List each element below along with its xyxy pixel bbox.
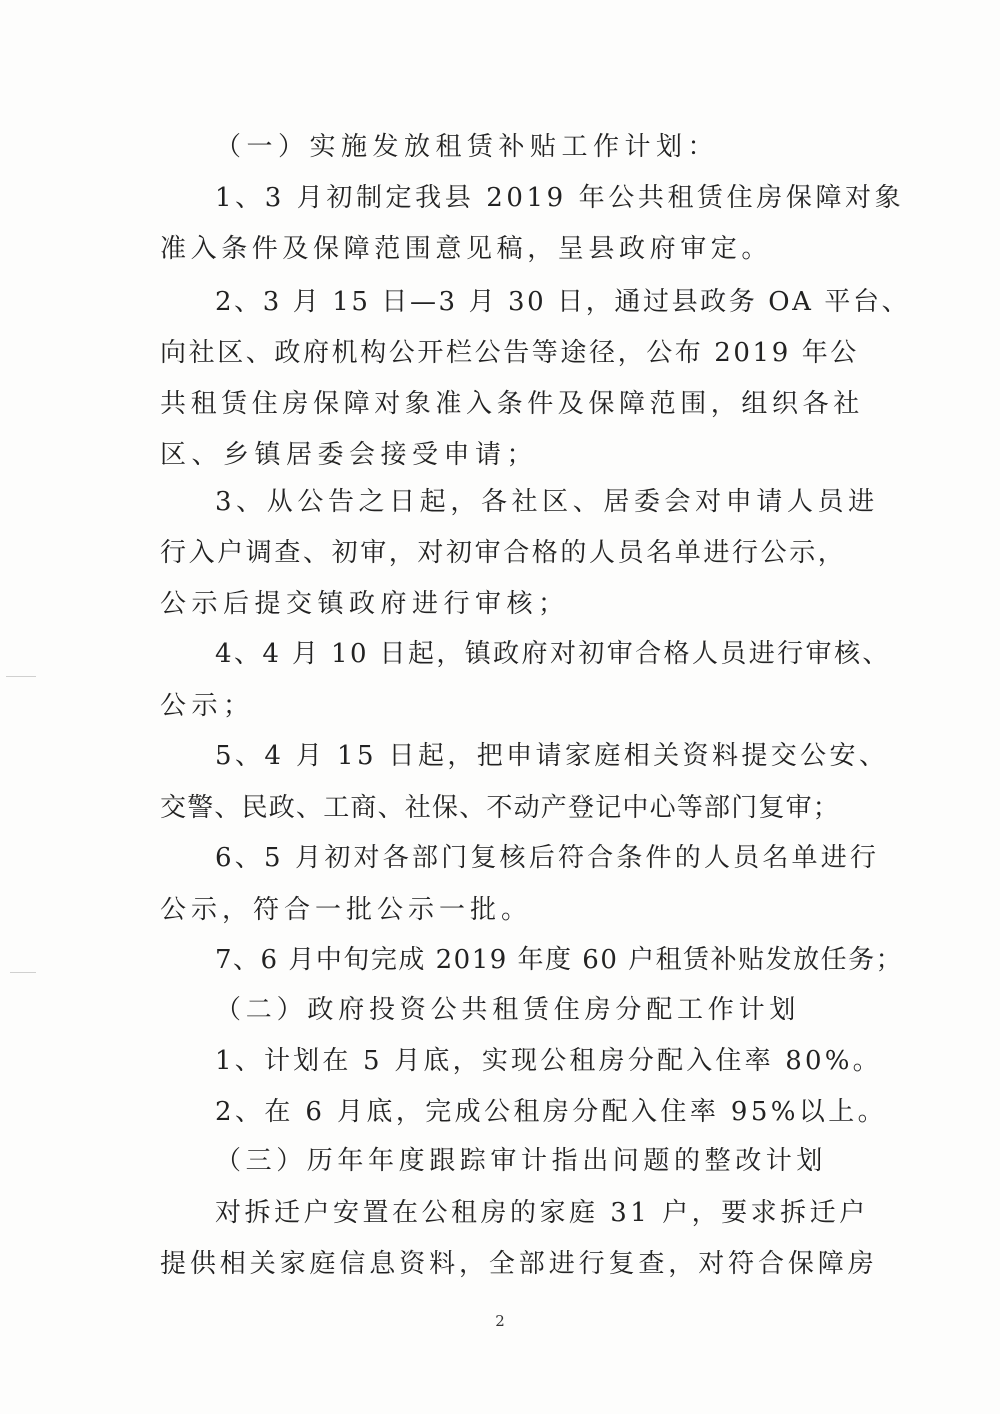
paragraph-line: 4、4 月 10 日起，镇政府对初审合格人员进行审核、	[215, 639, 891, 669]
paragraph-line: 7、6 月中旬完成 2019 年度 60 户租赁补贴发放任务；	[215, 945, 904, 975]
section-heading-1: （一）实施发放租赁补贴工作计划：	[215, 132, 720, 162]
paragraph-line: 2、在 6 月底，完成公租房分配入住率 95%以上。	[215, 1097, 888, 1127]
paragraph-line: 公示，符合一批公示一批。	[160, 895, 533, 925]
paragraph-line: 3、从公告之日起，各社区、居委会对申请人员进	[215, 487, 879, 517]
paragraph-line: 1、3 月初制定我县 2019 年公共租赁住房保障对象	[215, 183, 905, 213]
paragraph-line: 公示；	[160, 691, 255, 721]
paragraph-line: 行入户调查、初审，对初审合格的人员名单进行公示，	[160, 538, 847, 568]
paragraph-line: 2、3 月 15 日—3 月 30 日，通过县政务 OA 平台、	[215, 287, 911, 317]
page-number: 2	[495, 1312, 505, 1330]
paragraph-line: 提供相关家庭信息资料，全部进行复查，对符合保障房	[160, 1249, 878, 1279]
section-heading-3: （三）历年年度跟踪审计指出问题的整改计划	[215, 1146, 828, 1176]
paragraph-line: 对拆迁户安置在公租房的家庭 31 户，要求拆迁户	[215, 1198, 869, 1228]
section-heading-2: （二）政府投资公共租赁住房分配工作计划	[215, 995, 801, 1025]
paragraph-line: 6、5 月初对各部门复核后符合条件的人员名单进行	[215, 843, 880, 873]
paragraph-line: 公示后提交镇政府进行审核；	[160, 589, 570, 619]
paragraph-line: 交警、民政、工商、社保、不动产登记中心等部门复审；	[160, 793, 841, 823]
paragraph-line: 1、计划在 5 月底，实现公租房分配入住率 80%。	[215, 1046, 882, 1076]
paragraph-line: 向社区、政府机构公开栏公告等途径，公布 2019 年公	[160, 338, 859, 368]
paragraph-line: 区、乡镇居委会接受申请；	[160, 440, 539, 470]
scan-artifact	[6, 676, 36, 677]
scan-artifact	[10, 972, 36, 973]
paragraph-line: 共租赁住房保障对象准入条件及保障范围，组织各社	[160, 389, 864, 419]
paragraph-line: 准入条件及保障范围意见稿，呈县政府审定。	[160, 234, 773, 264]
paragraph-line: 5、4 月 15 日起，把申请家庭相关资料提交公安、	[215, 741, 889, 771]
